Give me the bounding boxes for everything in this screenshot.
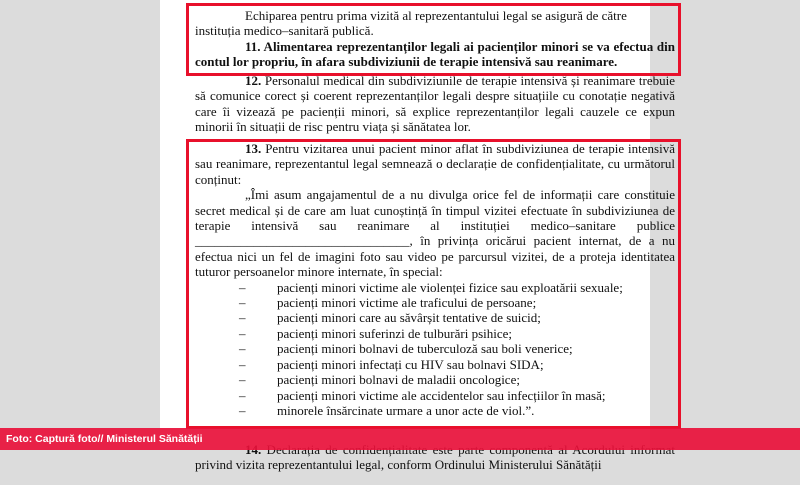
list-item-text: minorele însărcinate urmare a unor acte de viol.”. bbox=[277, 402, 535, 418]
paragraph-12 bbox=[195, 73, 675, 135]
intro-line-end: instituția medico–sanitară publică. bbox=[195, 23, 374, 39]
risk-list-item bbox=[195, 295, 675, 310]
risk-list bbox=[195, 280, 675, 419]
list-dash: – bbox=[239, 387, 246, 403]
list-dash: – bbox=[239, 279, 246, 295]
paragraph-13-number: 13. bbox=[245, 141, 262, 156]
paragraph-13 bbox=[195, 141, 675, 187]
risk-list-item bbox=[195, 310, 675, 325]
list-item-text: pacienți minori victime ale accidentelor sau infecțiilor în masă; bbox=[277, 387, 606, 403]
list-dash: – bbox=[239, 341, 246, 357]
paragraph-13-text: Pentru vizitarea unui pacient minor aflat în subdiviziunea de terapie intensivă sau reanimare, reprezentantul legal semnează o declarație de confidențialitate, cu următorul conținut: bbox=[195, 141, 675, 187]
paragraph-12-number: 12. bbox=[245, 73, 262, 88]
list-item-text: pacienți minori care au săvârșit tentative de suicid; bbox=[277, 310, 541, 326]
caption-bar bbox=[0, 428, 800, 450]
list-item-text: pacienți minori victime ale traficului de persoane; bbox=[277, 295, 537, 311]
text-block-top bbox=[195, 8, 675, 70]
paragraph-11-text: Alimentarea reprezentanților legali ai pacienților minori se va efectua din contul lor propriu, în afara subdiviziunii de terapie intensivă sau reanimare. bbox=[195, 38, 675, 70]
list-item-text: pacienți minori suferinzi de tulburări psihice; bbox=[277, 325, 513, 341]
paragraph-14-text: privind vizita reprezentantului legal, conform Ordinului Ministerului Sănătății bbox=[195, 457, 602, 472]
risk-list-item bbox=[195, 357, 675, 372]
risk-list-item bbox=[195, 341, 675, 356]
list-item-text: pacienți minori victime ale violenței fizice sau exploatării sexuale; bbox=[277, 279, 623, 295]
photo-credit: Foto: Captură foto// Ministerul Sănătății bbox=[6, 433, 203, 445]
risk-list-item bbox=[195, 403, 675, 418]
risk-list-item bbox=[195, 388, 675, 403]
intro-line: Echiparea pentru prima vizită al reprezentantului legal se asigură de către bbox=[245, 8, 627, 23]
list-item-text: pacienți minori bolnavi de maladii oncologice; bbox=[277, 372, 520, 388]
paragraph-11 bbox=[195, 39, 675, 70]
risk-list-item bbox=[195, 280, 675, 295]
risk-list-item bbox=[195, 326, 675, 341]
list-dash: – bbox=[239, 295, 246, 311]
list-item-text: pacienți minori bolnavi de tuberculoză sau boli venerice; bbox=[277, 341, 573, 357]
list-dash: – bbox=[239, 372, 246, 388]
paragraph-11-number: 11. bbox=[245, 38, 261, 54]
paragraph-12-text: Personalul medical din subdiviziunile de terapie intensivă și reanimare trebuie să comunice corect și coerent reprezentanților legali despre situațiile cu conotație negativă care îi vizează pe pacienții minori, să explice reprezentanților legali cauzele ce expun minorii în situații de risc pentru viața și sănătatea lor. bbox=[195, 73, 675, 135]
list-dash: – bbox=[239, 325, 246, 341]
list-dash: – bbox=[239, 356, 246, 372]
text-block-13 bbox=[195, 141, 675, 418]
list-dash: – bbox=[239, 310, 246, 326]
text-block-12 bbox=[195, 73, 675, 135]
declaration-quote: „Îmi asum angajamentul de a nu divulga orice fel de informații care constituie secret medical și de care am luat cunoștință în timpul vizitei efectuate în subdiviziunea de terapie intensivă sau reanimare al instituției medico–sanitare publice _________________________________, în privința oricărui pacient internat, de a nu efectua nici un fel de imagini foto sau video pe parcursul vizitei, de a proteja identitatea tuturor persoanelor minore internate, în special: bbox=[195, 187, 675, 280]
risk-list-item bbox=[195, 372, 675, 387]
list-dash: – bbox=[239, 402, 246, 418]
list-item-text: pacienți minori infectați cu HIV sau bolnavi SIDA; bbox=[277, 356, 544, 372]
